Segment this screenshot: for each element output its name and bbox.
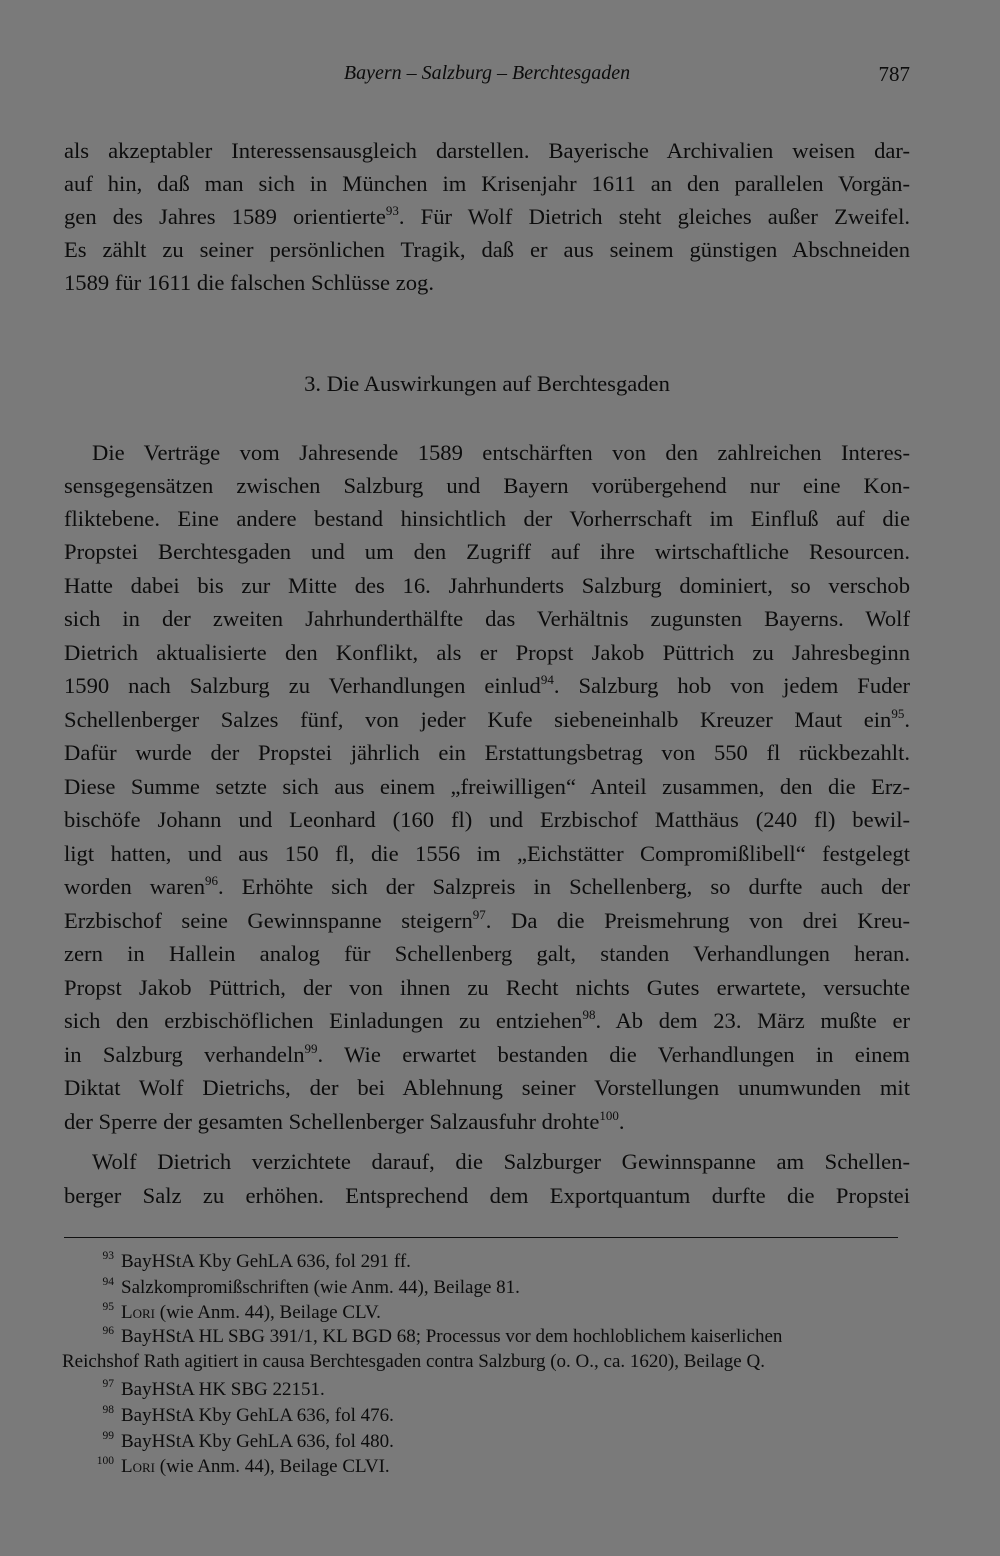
text-line: auf hin, daß man sich in München im Krisenjahr 1611 an den parallelen Vorgän- (64, 171, 910, 196)
footnote-divider (64, 1237, 898, 1238)
text-line (64, 1038, 910, 1071)
text-line (64, 870, 910, 903)
footnote-93: 93 BayHStA Kby GehLA 636, fol 291 ff. (102, 1250, 411, 1272)
text-segment: worden waren (64, 874, 205, 899)
footnote-100: 100 Lori (wie Anm. 44), Beilage CLVI. (96, 1455, 390, 1477)
text-line: als akzeptabler Interessensausgleich darstellen. Bayerische Archivalien weisen dar- (64, 138, 910, 163)
author-name: Lori (121, 1456, 155, 1477)
footnote-text: BayHStA HL SBG 391/1, KL BGD 68; Processus vor dem hochloblichem kaiserlichen (121, 1326, 783, 1347)
text-line (64, 669, 910, 702)
text-segment: sich den erzbischöflichen Einladungen zu entziehen (64, 1008, 583, 1033)
text-line: zern in Hallein analog für Schellenberg galt, standen Verhandlungen heran. (64, 941, 910, 966)
text-line: Hatte dabei bis zur Mitte des 16. Jahrhunderts Salzburg dominiert, so verschob (64, 573, 910, 598)
footnote-99: 99 BayHStA Kby GehLA 636, fol 480. (102, 1430, 394, 1452)
text-line: sensgegensätzen zwischen Salzburg und Bayern vorübergehend nur eine Kon- (64, 473, 910, 498)
text-segment: 1590 nach Salzburg zu Verhandlungen einlud (64, 673, 541, 698)
footnote-96-continuation: Reichshof Rath agitiert in causa Berchtesgaden contra Salzburg (o. O., ca. 1620), Beilage Q. (62, 1351, 765, 1372)
text-line (64, 1105, 910, 1138)
text-line: Wolf Dietrich verzichtete darauf, die Salzburger Gewinnspanne am Schellen- (92, 1149, 910, 1174)
text-segment: Erzbischof seine Gewinnspanne steigern (64, 908, 473, 933)
text-line: Diktat Wolf Dietrichs, der bei Ablehnung seiner Vorstellungen unumwunden mit (64, 1075, 910, 1100)
text-line: ligt hatten, und aus 150 fl, die 1556 im „Eichstätter Compromißlibell“ festgelegt (64, 841, 910, 866)
text-segment: in Salzburg verhandeln (64, 1042, 305, 1067)
text-segment: . (618, 1109, 625, 1134)
text-line: berger Salz zu erhöhen. Entsprechend dem Exportquantum durfte die Propstei (64, 1183, 910, 1208)
text-line: sich in der zweiten Jahrhunderthälfte das Verhältnis zugunsten Bayerns. Wolf (64, 606, 910, 631)
footnote-ref-100[interactable]: 100 (599, 1108, 619, 1123)
page-number: 787 (878, 62, 910, 86)
footnote-text: (wie Anm. 44), Beilage CLV. (155, 1302, 381, 1323)
text-line: Diese Summe setzte sich aus einem „freiwilligen“ Anteil zusammen, den die Erz- (64, 774, 910, 799)
text-segment: gen des Jahres 1589 orientierte (64, 204, 386, 229)
section-heading: 3. Die Auswirkungen auf Berchtesgaden (304, 371, 670, 396)
footnote-text: (wie Anm. 44), Beilage CLVI. (155, 1456, 390, 1477)
text-segment: . Für Wolf Dietrich steht gleiches außer Zweifel. (398, 204, 910, 229)
footnote-text: BayHStA Kby GehLA 636, fol 480. (121, 1431, 394, 1452)
footnote-ref-98[interactable]: 98 (582, 1007, 596, 1022)
text-line: Dietrich aktualisierte den Konflikt, als er Propst Jakob Püttrich zu Jahresbeginn (64, 640, 910, 665)
text-segment: . Erhöhte sich der Salzpreis in Schellenberg, so durfte auch der (218, 874, 910, 899)
text-segment: . Da die Preismehrung von drei Kreu- (485, 908, 911, 933)
text-line: 1589 für 1611 die falschen Schlüsse zog. (64, 270, 434, 295)
footnote-ref-94[interactable]: 94 (540, 672, 554, 687)
footnote-94: 94 Salzkompromißschriften (wie Anm. 44), Beilage 81. (102, 1276, 520, 1298)
text-segment: . (904, 707, 910, 732)
footnote-text: BayHStA Kby GehLA 636, fol 291 ff. (121, 1251, 411, 1272)
text-line: Dafür wurde der Propstei jährlich ein Erstattungsbetrag von 550 fl rückbezahlt. (64, 740, 910, 765)
text-segment: . Ab dem 23. März mußte er (595, 1008, 910, 1033)
running-title: Bayern – Salzburg – Berchtesgaden (343, 62, 631, 84)
text-line: fliktebene. Eine andere bestand hinsichtlich der Vorherrschaft im Einfluß auf die (64, 506, 910, 531)
footnote-95: 95 Lori (wie Anm. 44), Beilage CLV. (102, 1301, 381, 1323)
text-line: bischöfe Johann und Leonhard (160 fl) und Erzbischof Matthäus (240 fl) bewil- (64, 807, 910, 832)
text-segment: . Salzburg hob von jedem Fuder (553, 673, 910, 698)
footnote-text: BayHStA HK SBG 22151. (121, 1379, 325, 1400)
footnote-ref-97[interactable]: 97 (472, 907, 486, 922)
text-line: Es zählt zu seiner persönlichen Tragik, daß er aus seinem günstigen Abschneiden (64, 237, 910, 262)
text-line: Propstei Berchtesgaden und um den Zugriff auf ihre wirtschaftliche Resourcen. (64, 539, 910, 564)
footnote-ref-95[interactable]: 95 (891, 706, 905, 721)
footnote-97: 97 BayHStA HK SBG 22151. (102, 1378, 325, 1400)
footnote-ref-96[interactable]: 96 (205, 873, 218, 888)
text-line: Propst Jakob Püttrich, der von ihnen zu Recht nichts Gutes erwartete, versuchte (64, 975, 910, 1000)
running-head (64, 62, 910, 92)
footnote-ref-93[interactable]: 93 (385, 203, 399, 218)
text-line (64, 200, 910, 233)
text-line (64, 904, 910, 937)
footnote-text: Salzkompromißschriften (wie Anm. 44), Beilage 81. (121, 1277, 520, 1298)
footnote-ref-99[interactable]: 99 (304, 1041, 318, 1056)
footnote-text: BayHStA Kby GehLA 636, fol 476. (121, 1405, 394, 1426)
footnote-96: 96 BayHStA HL SBG 391/1, KL BGD 68; Processus vor dem hochloblichem kaiserlichen (102, 1325, 783, 1347)
text-segment: Schellenberger Salzes fünf, von jeder Kufe siebeneinhalb Kreuzer Maut ein (64, 707, 892, 732)
text-line: Die Verträge vom Jahresende 1589 entschärften von den zahlreichen Interes- (92, 440, 910, 465)
text-line (64, 1004, 910, 1037)
text-line (64, 703, 910, 736)
author-name: Lori (121, 1302, 155, 1323)
text-segment: der Sperre der gesamten Schellenberger Salzausfuhr drohte (64, 1109, 600, 1134)
footnote-98: 98 BayHStA Kby GehLA 636, fol 476. (102, 1404, 394, 1426)
text-segment: . Wie erwartet bestanden die Verhandlungen in einem (317, 1042, 910, 1067)
